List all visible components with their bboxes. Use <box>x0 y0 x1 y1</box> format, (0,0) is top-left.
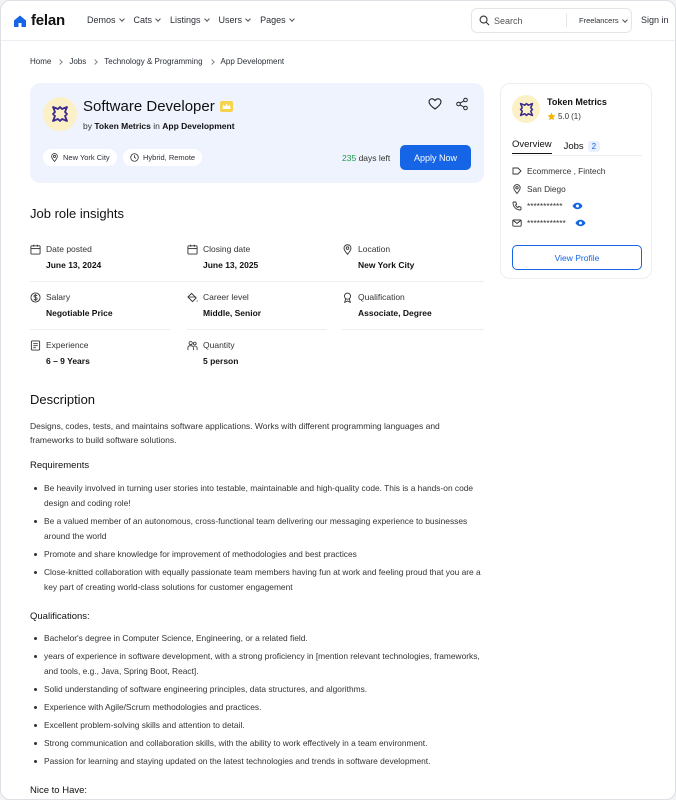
days-left <box>342 153 390 163</box>
location-pin-icon <box>50 153 59 162</box>
main-nav <box>87 15 294 25</box>
phone-masked: *********** <box>527 201 563 211</box>
insight-qualification <box>342 289 482 333</box>
company-phone <box>512 201 583 211</box>
insight-value: Negotiable Price <box>46 308 113 318</box>
clock-icon <box>130 153 139 162</box>
qualifications-list <box>30 631 486 772</box>
nav-pages[interactable] <box>260 15 294 25</box>
requirements-title: Requirements <box>30 460 90 471</box>
email-masked: ************ <box>527 218 566 228</box>
company-industry <box>512 166 605 176</box>
work-type-tag <box>123 149 202 166</box>
list-item: years of experience in software development, with a strong proficiency in [mention relevant technologies, frameworks, and tools, e.g., Java, Spring Boot, React]. <box>30 649 486 679</box>
days-left-label: days left <box>358 153 391 163</box>
chevron-down-icon <box>289 16 295 22</box>
insight-label: Date posted <box>46 244 92 254</box>
rating-value: 5.0 <box>558 112 570 121</box>
job-title <box>83 98 233 115</box>
location-tag <box>43 149 117 166</box>
insight-closing-date <box>187 241 327 285</box>
mail-icon <box>512 218 522 228</box>
description-text: Designs, codes, tests, and maintains software applications. Works with different programming languages and frameworks to build software solutions. <box>30 421 440 445</box>
search-category-label: Freelancers <box>579 16 619 25</box>
list-item: Be heavily involved in turning user stories into testable, maintainable and high-quality code. This is a hands-on code design and coding role! <box>30 481 486 511</box>
list-item: Strong communication and collaboration skills, with the ability to work effectively in a team environment. <box>30 736 486 751</box>
industry-text: Ecommerce , Fintech <box>527 166 606 176</box>
company-email <box>512 218 586 228</box>
nav-label: Listings <box>170 15 201 25</box>
job-byline <box>83 121 235 131</box>
insight-experience <box>30 337 170 381</box>
tab-jobs[interactable] <box>564 139 601 154</box>
insight-label: Location <box>358 244 391 254</box>
paint-bucket-icon <box>187 292 198 303</box>
byline-in: in <box>153 121 160 131</box>
site-logo[interactable] <box>13 12 65 29</box>
breadcrumb-jobs[interactable]: Jobs <box>69 57 87 66</box>
list-item: Close-knitted collaboration with equally passionate team members having fun at work and feeling proud that you are a key part of creating world-class solutions for customer engagement <box>30 565 486 595</box>
phone-icon <box>512 201 522 211</box>
insight-value: New York City <box>358 260 415 270</box>
nav-label: Users <box>218 15 243 25</box>
heart-icon[interactable] <box>428 97 442 111</box>
search-icon <box>479 15 490 26</box>
company-tabs <box>512 139 600 154</box>
chevron-down-icon <box>245 16 251 22</box>
list-item: Solid understanding of software engineering principles, data structures, and algorithms. <box>30 682 486 697</box>
jobs-count-badge: 2 <box>588 141 600 152</box>
dollar-icon <box>30 292 41 303</box>
divider <box>187 329 327 330</box>
chevron-down-icon <box>622 17 628 23</box>
top-header <box>1 1 676 41</box>
insight-label: Career level <box>203 292 249 302</box>
divider <box>342 329 484 330</box>
insight-value: Associate, Degree <box>358 308 432 318</box>
nav-cats[interactable] <box>134 15 161 25</box>
company-card <box>500 83 652 279</box>
tab-label: Jobs <box>563 141 584 152</box>
insight-quantity <box>187 337 327 381</box>
company-city <box>512 184 566 194</box>
byline-company-link[interactable]: Token Metrics <box>94 121 151 131</box>
list-item: Be a valued member of an autonomous, cross-functional team delivering our messaging experience to businesses around the world <box>30 514 486 544</box>
job-title-text: Software Developer <box>83 98 215 115</box>
chevron-down-icon <box>119 16 125 22</box>
nice-to-have-title: Nice to Have: <box>30 785 88 796</box>
apply-now-button[interactable]: Apply Now <box>400 145 471 170</box>
insight-value: 5 person <box>203 356 239 366</box>
chevron-right-icon <box>58 59 64 65</box>
crown-icon <box>220 101 233 112</box>
chevron-right-icon <box>92 59 98 65</box>
divider <box>30 329 170 330</box>
job-header-card <box>30 83 484 183</box>
review-count: (1) <box>571 112 581 121</box>
list-item: Promote and share knowledge for improvement of methodologies and best practices <box>30 547 486 562</box>
nav-label: Pages <box>260 15 286 25</box>
logo-text: felan <box>31 12 66 29</box>
insight-label: Quantity <box>203 340 235 350</box>
nav-label: Cats <box>133 15 153 25</box>
tab-overview[interactable] <box>512 139 552 154</box>
search-category-select[interactable] <box>579 16 627 25</box>
requirements-list <box>30 481 486 598</box>
sign-in-link[interactable]: Sign in <box>641 15 669 25</box>
insight-location <box>342 241 482 285</box>
insight-salary <box>30 289 170 333</box>
share-icon[interactable] <box>455 97 469 111</box>
chevron-right-icon <box>209 59 215 65</box>
list-item: Bachelor's degree in Computer Science, Engineering, or a related field. <box>30 631 486 646</box>
location-tag-text: New York City <box>63 153 110 162</box>
insight-label: Experience <box>46 340 89 350</box>
search-divider <box>566 14 567 27</box>
breadcrumb-current: App Development <box>220 57 285 66</box>
view-profile-button[interactable]: View Profile <box>512 245 642 270</box>
location-pin-icon <box>512 184 522 194</box>
calendar-icon <box>30 244 41 255</box>
company-rating <box>547 112 581 121</box>
eye-icon[interactable] <box>572 202 583 210</box>
nav-label: Demos <box>87 15 116 25</box>
qualifications-title: Qualifications: <box>30 611 90 622</box>
company-logo[interactable] <box>43 97 77 131</box>
company-logo-mark-icon <box>50 104 70 124</box>
location-pin-icon <box>342 244 353 255</box>
tab-label: Overview <box>512 139 552 150</box>
nav-listings[interactable] <box>170 15 209 25</box>
chevron-down-icon <box>155 16 161 22</box>
insight-label: Qualification <box>358 292 405 302</box>
breadcrumb-home[interactable]: Home <box>30 57 52 66</box>
insight-label: Closing date <box>203 244 251 254</box>
company-logo-mark-icon <box>518 101 535 118</box>
house-logo-icon <box>13 14 27 28</box>
byline-category-link[interactable]: App Development <box>162 121 235 131</box>
list-item: Excellent problem-solving skills and attention to detail. <box>30 718 486 733</box>
chevron-down-icon <box>204 16 210 22</box>
insight-value: 6 – 9 Years <box>46 356 90 366</box>
search-input[interactable] <box>494 16 564 26</box>
list-item: Experience with Agile/Scrum methodologies and practices. <box>30 700 486 715</box>
insight-career-level <box>187 289 327 333</box>
description-title: Description <box>30 392 96 407</box>
list-item: Passion for learning and staying updated on the latest technologies and trends in software development. <box>30 754 486 769</box>
insight-date-posted <box>30 241 170 285</box>
eye-icon[interactable] <box>575 219 586 227</box>
insight-value: June 13, 2025 <box>203 260 259 270</box>
nav-demos[interactable] <box>87 15 124 25</box>
tabs-divider <box>512 155 642 156</box>
divider <box>30 281 484 282</box>
company-logo[interactable] <box>512 95 540 123</box>
document-icon <box>30 340 41 351</box>
people-icon <box>187 340 198 351</box>
insight-value: June 13, 2024 <box>46 260 102 270</box>
insight-value: Middle, Senior <box>203 308 262 318</box>
insight-label: Salary <box>46 292 71 302</box>
byline-prefix: by <box>83 121 92 131</box>
search-box <box>471 8 632 33</box>
company-name[interactable]: Token Metrics <box>547 97 607 107</box>
breadcrumb <box>30 57 284 66</box>
breadcrumb-category[interactable]: Technology & Programming <box>104 57 203 66</box>
award-icon <box>342 292 353 303</box>
work-type-tag-text: Hybrid, Remote <box>143 153 196 162</box>
star-icon <box>547 112 556 121</box>
tag-icon <box>512 166 522 176</box>
insights-title: Job role insights <box>30 206 124 221</box>
days-left-count: 235 <box>342 153 357 163</box>
nav-users[interactable] <box>219 15 251 25</box>
calendar-icon <box>187 244 198 255</box>
city-text: San Diego <box>527 184 566 194</box>
